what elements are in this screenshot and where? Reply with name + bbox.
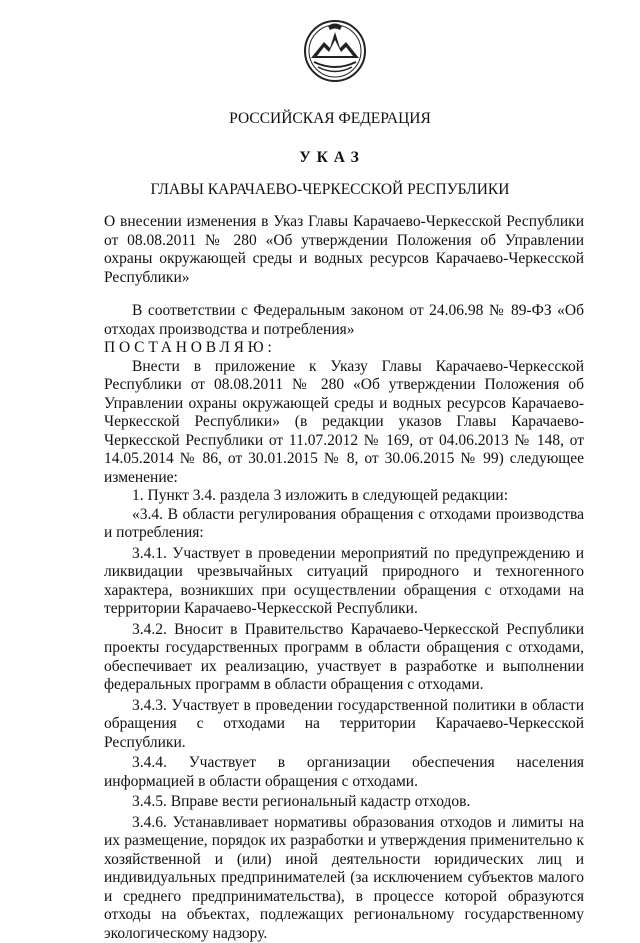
body-paragraph: 3.4.4. Участвует в организации обеспечения населения информацией в области обращения с отходами. xyxy=(104,754,584,791)
preamble-paragraph: В соответствии с Федеральным законом от 24.06.98 № 89-ФЗ «Об отходах производства и потребления» xyxy=(104,302,584,339)
federation-title: РОССИЙСКАЯ ФЕДЕРАЦИЯ xyxy=(10,110,640,128)
body-paragraph: 3.4.5. Вправе вести региональный кадастр отходов. xyxy=(104,793,584,812)
body-paragraph: 3.4.3. Участвует в проведении государственной политики в области обращения с отходами на территории Карачаево-Черкесской Республики. xyxy=(104,697,584,753)
issuer-title: ГЛАВЫ КАРАЧАЕВО-ЧЕРКЕССКОЙ РЕСПУБЛИКИ xyxy=(10,181,640,199)
body-paragraph: Внести в приложение к Указу Главы Карачаево-Черкесской Республики от 08.08.2011 № 280 «Об утверждении Положения об Управлении охраны окружающей среды и водных ресурсов Карачаево-Черкесской Республики» (в редакции указов Главы Карачаево-Черкесской Республики от 11.07.2012 № 169, от 04.06.2013 № 148, от 14.05.2014 № 86, от 30.01.2015 № 8, от 30.06.2015 № 99) следующее изменение: xyxy=(104,358,584,488)
resolve-heading: ПОСТАНОВЛЯЮ: xyxy=(104,339,584,358)
decree-subject: О внесении изменения в Указ Главы Карачаево-Черкесской Республики от 08.08.2011 № 280 «Об утверждении Положения об Управлении охраны окружающей среды и водных ресурсов Карачаево-Черкесской Республики» xyxy=(104,213,584,287)
body-paragraph: 1. Пункт 3.4. раздела 3 изложить в следующей редакции: xyxy=(104,487,584,506)
decree-title: УКАЗ xyxy=(12,149,640,167)
coat-of-arms-emblem xyxy=(300,18,370,84)
decree-body xyxy=(104,302,584,943)
body-paragraph: 3.4.2. Вносит в Правительство Карачаево-Черкесской Республики проекты государственных программ в области обращения с отходами, обеспечивает их реализацию, участвует в разработке и выполнении федеральных программ в области обращения с отходами. xyxy=(104,621,584,695)
body-paragraph: 3.4.1. Участвует в проведении мероприятий по предупреждению и ликвидации чрезвычайных ситуаций природного и техногенного характера, возникших при осуществлении обращения с отходами на территории Карачаево-Черкесской Республики. xyxy=(104,545,584,619)
body-paragraph: «3.4. В области регулирования обращения с отходами производства и потребления: xyxy=(104,506,584,543)
body-paragraph: 3.4.6. Устанавливает нормативы образования отходов и лимиты на их размещение, порядок их разработки и утверждения применительно к хозяйственной и (или) иной деятельности юридических лиц и индивидуальных предпринимателей (за исключением субъектов малого и среднего предпринимательства), в процессе которой образуются отходы на объектах, подлежащих региональному государственному экологическому надзору. xyxy=(104,814,584,943)
